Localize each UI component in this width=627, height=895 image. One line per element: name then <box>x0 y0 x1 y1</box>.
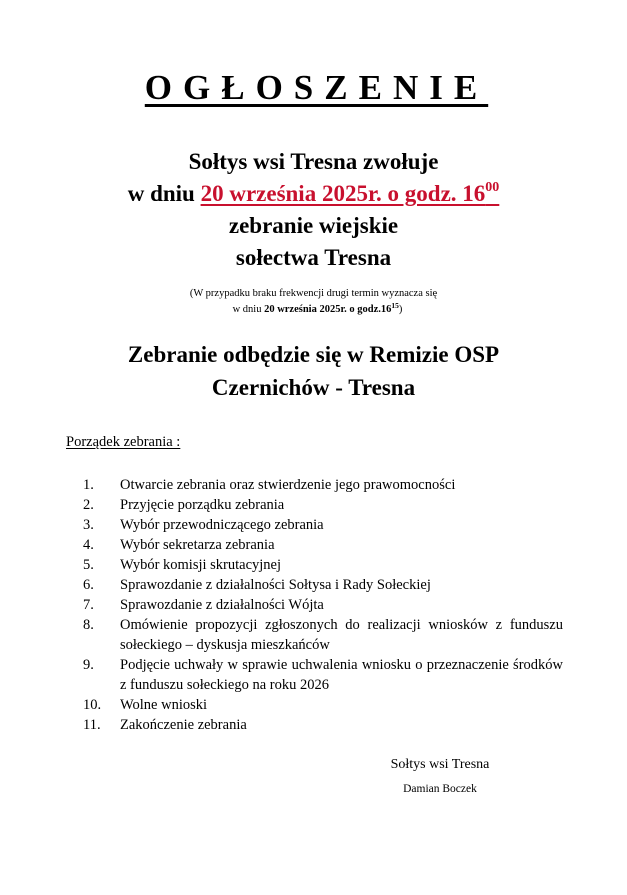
agenda-item <box>83 715 563 735</box>
agenda-item-number: 9. <box>83 657 94 673</box>
agenda-item-number: 10. <box>83 697 102 713</box>
agenda-item <box>83 555 563 575</box>
intro-line-4: sołectwa Tresna <box>235 245 392 270</box>
meeting-minutes: 00 <box>485 180 500 195</box>
agenda-item-text: Przyjęcie porządku zebrania <box>120 497 285 513</box>
agenda-item-text: Wybór komisji skrutacyjnej <box>120 557 282 573</box>
note-date: 20 września 2025r. o godz.16 <box>264 304 392 315</box>
agenda-item <box>83 475 563 495</box>
agenda-item-text: Wolne wnioski <box>120 697 208 713</box>
intro-date-prefix: w dniu <box>127 181 201 206</box>
meeting-date-time <box>201 181 500 206</box>
signature-role: Sołtys wsi Tresna <box>390 757 490 772</box>
agenda-item-number: 5. <box>83 557 94 573</box>
agenda-item-text: Sprawozdanie z działalności Wójta <box>120 597 324 613</box>
agenda-item-number: 6. <box>83 577 94 593</box>
agenda-item <box>83 515 563 535</box>
announcement-title: OGŁOSZENIE <box>144 68 489 107</box>
note-line-2 <box>0 302 627 318</box>
agenda-list <box>83 475 563 735</box>
agenda-item-text: Sprawozdanie z działalności Sołtysa i Rady Sołeckiej <box>120 577 431 593</box>
note-date-prefix: w dniu <box>232 304 265 315</box>
note-minutes: 15 <box>391 301 399 310</box>
agenda-item-number: 3. <box>83 517 94 533</box>
agenda-item <box>83 595 563 615</box>
note-suffix: ) <box>398 304 403 315</box>
agenda-item <box>83 615 563 655</box>
signature-block <box>360 754 520 800</box>
agenda-item-number: 4. <box>83 537 94 553</box>
intro-line-2 <box>0 178 627 210</box>
agenda-item <box>83 535 563 555</box>
note-line-1: (W przypadku braku frekwencji drugi termin wyznacza się <box>189 288 438 299</box>
agenda-item-number: 2. <box>83 497 94 513</box>
agenda-item-text: Wybór przewodniczącego zebrania <box>120 517 324 533</box>
agenda-item <box>83 695 563 715</box>
agenda-item-text: Wybór sekretarza zebrania <box>120 537 275 553</box>
signature-name: Damian Boczek <box>403 783 477 795</box>
agenda-item-text: Zakończenie zebrania <box>120 717 247 733</box>
agenda-item <box>83 495 563 515</box>
meeting-date-text: 20 września 2025r. o godz. 16 <box>200 181 486 206</box>
intro-line-1: Sołtys wsi Tresna zwołuje <box>188 149 439 174</box>
agenda-item-text: Otwarcie zebrania oraz stwierdzenie jego prawomocności <box>120 477 456 493</box>
agenda-item-number: 1. <box>83 477 94 493</box>
agenda-item <box>83 655 563 695</box>
agenda-item-number: 7. <box>83 597 94 613</box>
intro-line-3: zebranie wiejskie <box>228 213 399 238</box>
agenda-item-text: Podjęcie uchwały w sprawie uchwalenia wniosku o przeznaczenie środków z funduszu sołeckiego na roku 2026 <box>120 657 563 693</box>
venue-line-2: Czernichów - Tresna <box>211 375 416 400</box>
agenda-item-number: 8. <box>83 617 94 633</box>
agenda-item-number: 11. <box>83 717 101 733</box>
venue-block <box>0 338 627 404</box>
second-term-note <box>0 286 627 318</box>
intro-block <box>0 146 627 274</box>
agenda-item-text: Omówienie propozycji zgłoszonych do realizacji wniosków z funduszu sołeckiego – dyskusja mieszkańców <box>120 617 563 653</box>
agenda-heading: Porządek zebrania : <box>66 434 181 450</box>
agenda-item <box>83 575 563 595</box>
venue-line-1: Zebranie odbędzie się w Remizie OSP <box>127 342 500 367</box>
